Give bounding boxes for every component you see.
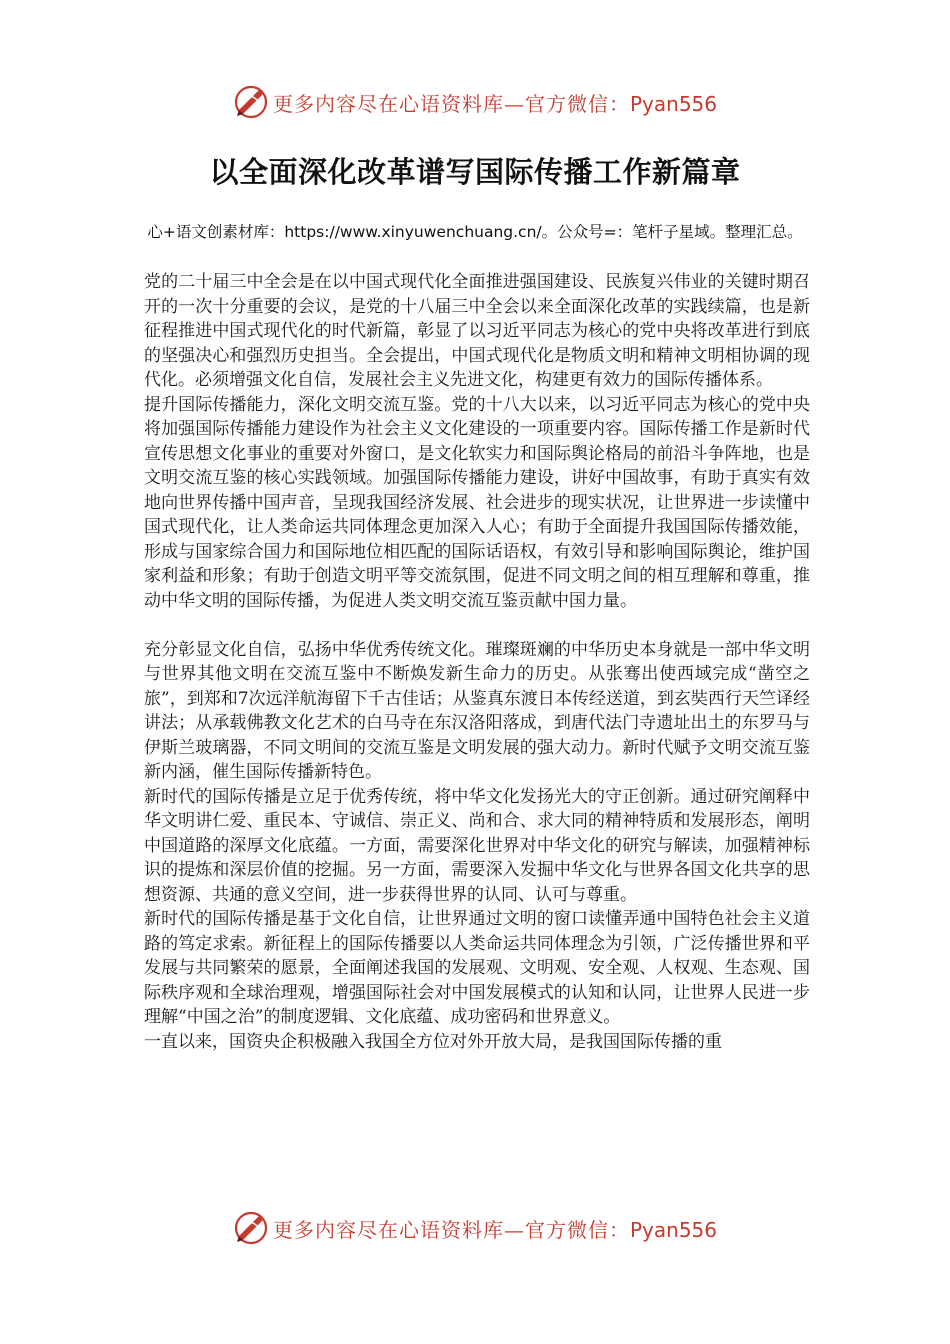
paragraph: 提升国际传播能力，深化文明交流互鉴。党的十八大以来，以习近平同志为核心的党中央将加强国际传播能力建设作为社会主义文化建设的一项重要内容。国际传播工作是新时代宣传思想文化事业的重要对外窗口，是文化软实力和国际舆论格局的前沿斗争阵地，也是文明交流互鉴的核心实践领域。加强国际传播能力建设，讲好中国故事，有助于真实有效地向世界传播中国声音，呈现我国经济发展、社会进步的现实状况，让世界进一步读懂中国式现代化，让人类命运共同体理念更加深入人心；有助于全面提升我国国际传播效能，形成与国家综合国力和国际地位相匹配的国际话语权，有效引导和影响国际舆论，维护国家利益和形象；有助于创造文明平等交流氛围，促进不同文明之间的相互理解和尊重，推动中华文明的国际传播，为促进人类文明交流互鉴贡献中国力量。 — [144, 394, 810, 611]
wechat-id: Pyan556 — [629, 91, 717, 116]
wechat-id: Pyan556 — [629, 1217, 717, 1242]
page-title: 以全面深化改革谱写国际传播工作新篇章 — [209, 155, 741, 189]
paragraph: 新时代的国际传播是立足于优秀传统，将中华文化发扬光大的守正创新。通过研究阐释中华文明讲仁爱、重民本、守诚信、崇正义、尚和合、求大同的精神特质和发展形态，阐明中国道路的深厚文化底蕴。一方面，需要深化世界对中华文化的研究与解读，加强精神标识的提炼和深层价值的挖掘。另一方面，需要深入发掘中华文化与世界各国文化共享的思想资源、共通的意义空间，进一步获得世界的认同、认可与尊重。 — [144, 786, 810, 905]
banner-label: 更多内容尽在心语资料库—官方微信： — [272, 91, 630, 116]
paragraph: 党的二十届三中全会是在以中国式现代化全面推进强国建设、民族复兴伟业的关键时期召开的一次十分重要的会议，是党的十八届三中全会以来全面深化改革的实践续篇，也是新征程推进中国式现代化的时代新篇，彰显了以习近平同志为核心的党中央将改革进行到底的坚强决心和强烈历史担当。全会提出，中国式现代化是物质文明和精神文明相协调的现代化。必须增强文化自信，发展社会主义先进文化，构建更有效力的国际传播体系。 — [144, 272, 810, 390]
header-banner — [0, 82, 950, 122]
paragraph: 一直以来，国资央企积极融入我国全方位对外开放大局，是我国国际传播的重 — [144, 1031, 722, 1052]
banner-label: 更多内容尽在心语资料库—官方微信： — [272, 1217, 630, 1242]
footer-banner — [0, 1208, 950, 1248]
pen-logo-icon — [233, 1210, 269, 1246]
article-body — [144, 270, 810, 1192]
pen-logo-icon — [233, 84, 269, 120]
paragraph: 新时代的国际传播是基于文化自信，让世界通过文明的窗口读懂弄通中国特色社会主义道路的笃定求索。新征程上的国际传播要以人类命运共同体理念为引领，广泛传播世界和平发展与共同繁荣的愿景，全面阐述我国的发展观、文明观、安全观、人权观、生态观、国际秩序观和全球治理观，增强国际社会对中国发展模式的认知和认同，让世界人民进一步理解“中国之治”的制度逻辑、文化底蕴、成功密码和世界意义。 — [144, 909, 810, 1027]
source-line: 心+语文创素材库：https://www.xinyuwenchuang.cn/。公众号=：笔杆子星域。整理汇总。 — [147, 223, 803, 241]
paragraph: 充分彰显文化自信，弘扬中华优秀传统文化。璀璨斑斓的中华历史本身就是一部中华文明与世界其他文明在交流互鉴中不断焕发新生命力的历史。从张骞出使西域完成“凿空之旅”，到郑和7次远洋航海留下千古佳话；从鉴真东渡日本传经送道，到玄奘西行天竺译经讲法；从承载佛教文化艺术的白马寺在东汉洛阳落成，到唐代法门寺遗址出土的东罗马与伊斯兰玻璃器，不同文明间的交流互鉴是文明发展的强大动力。新时代赋予文明交流互鉴新内涵，催生国际传播新特色。 — [144, 639, 810, 782]
